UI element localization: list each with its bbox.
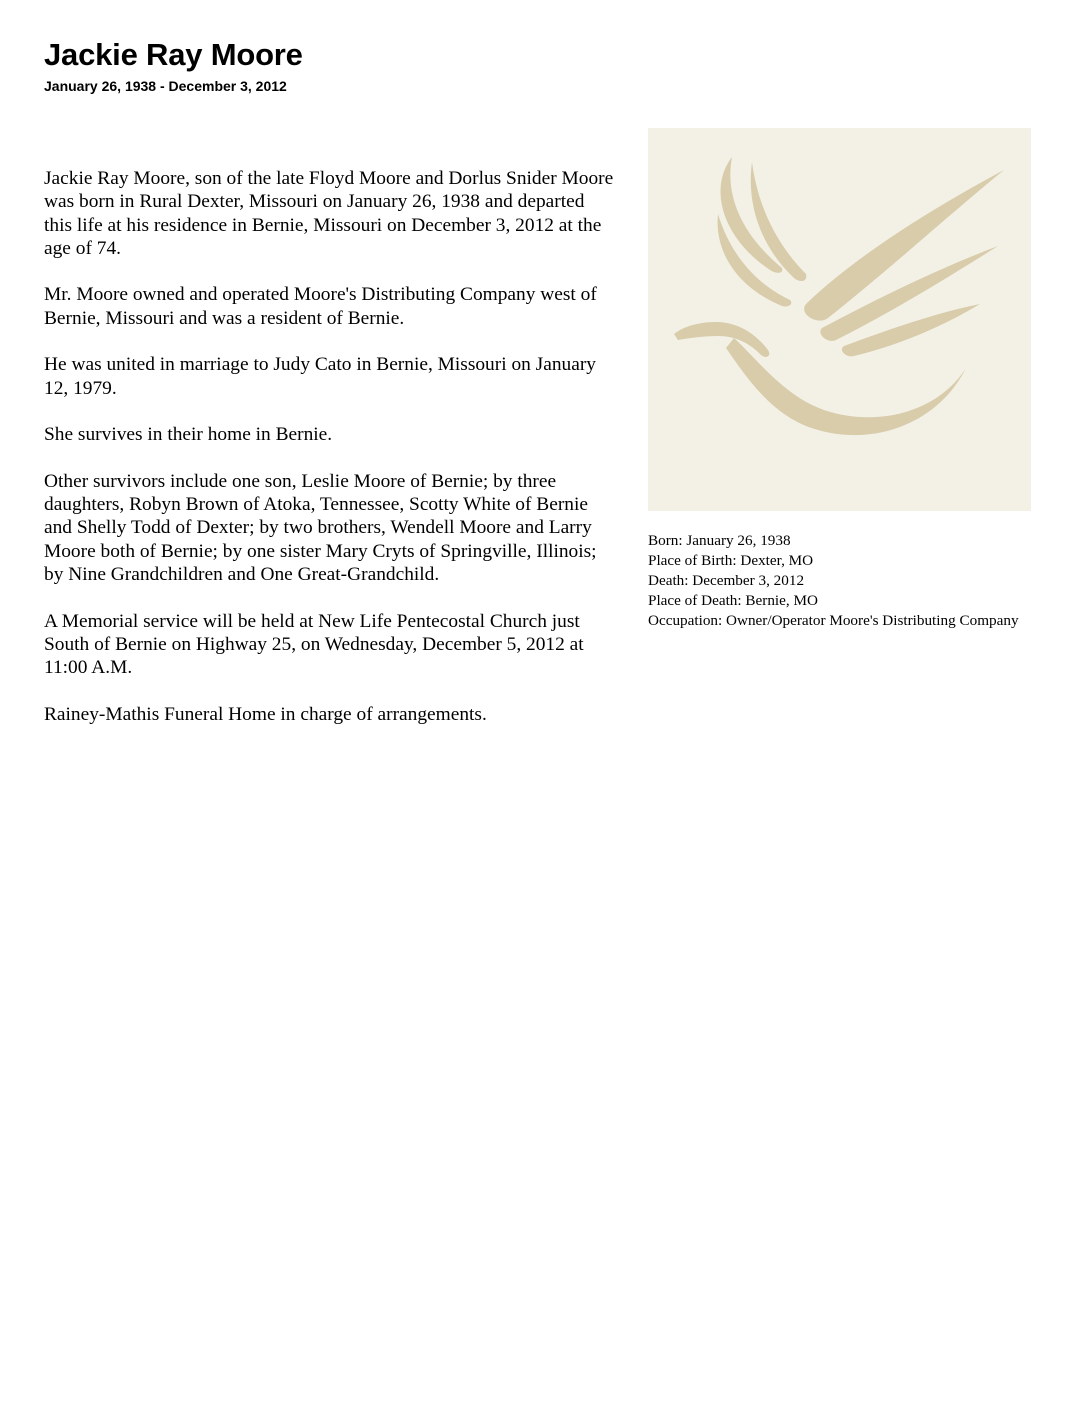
obituary-header	[44, 36, 604, 95]
fact-place-of-birth: Place of Birth: Dexter, MO	[648, 552, 814, 569]
obituary-body	[44, 167, 616, 749]
paragraph-marriage: He was united in marriage to Judy Cato in Bernie, Missouri on January 12, 1979.	[44, 354, 596, 399]
fact-death: Death: December 3, 2012	[648, 572, 805, 589]
paragraph-survivors: Other survivors include one son, Leslie Moore of Bernie; by three daughters, Robyn Brown of Atoka, Tennessee, Scotty White of Bernie and Shelly Todd of Dexter; by two brothers, Wendell Moore and Larry Moore both of Bernie; by one sister Mary Cryts of Springville, Illinois; by Nine Grandchildren and One Great-Grandchild.	[44, 470, 597, 586]
vital-facts	[648, 531, 1038, 631]
paragraph-arrangements: Rainey-Mathis Funeral Home in charge of arrangements.	[44, 703, 487, 725]
fact-occupation: Occupation: Owner/Operator Moore's Distributing Company	[648, 612, 1019, 629]
page-title: Jackie Ray Moore	[44, 37, 303, 72]
memorial-photo	[648, 128, 1031, 511]
life-dates: January 26, 1938 - December 3, 2012	[44, 78, 287, 94]
dove-icon	[648, 128, 1031, 511]
paragraph-birth: Jackie Ray Moore, son of the late Floyd Moore and Dorlus Snider Moore was born in Rural Dexter, Missouri on January 26, 1938 and departed this life at his residence in Bernie, Missouri on December 3, 2012 at the age of 74.	[44, 168, 614, 259]
fact-born: Born: January 26, 1938	[648, 532, 791, 549]
paragraph-spouse: She survives in their home in Bernie.	[44, 424, 333, 446]
paragraph-business: Mr. Moore owned and operated Moore's Distributing Company west of Bernie, Missouri and was a resident of Bernie.	[44, 284, 597, 329]
paragraph-service: A Memorial service will be held at New Life Pentecostal Church just South of Bernie on Highway 25, on Wednesday, December 5, 2012 at 11:00 A.M.	[44, 610, 584, 679]
fact-place-of-death: Place of Death: Bernie, MO	[648, 592, 818, 609]
